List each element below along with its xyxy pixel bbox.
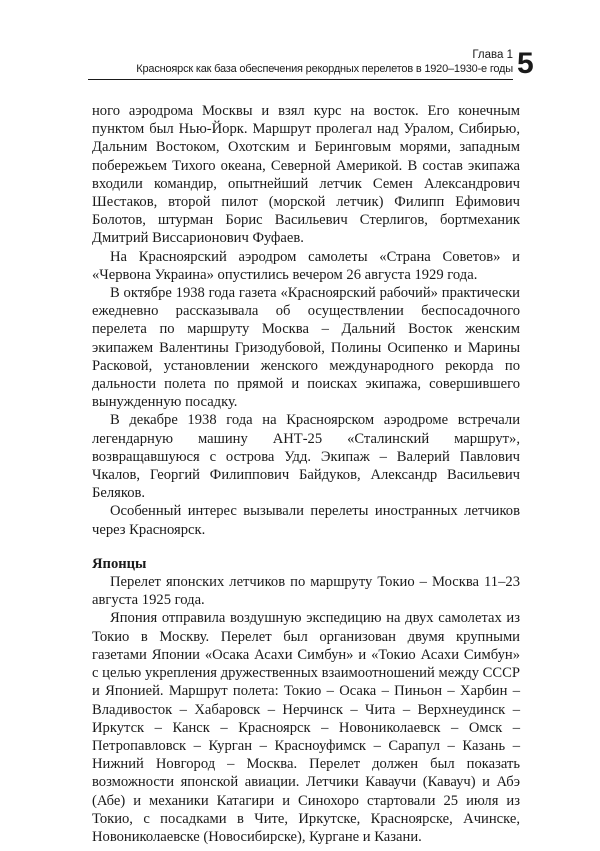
page-body bbox=[92, 102, 520, 846]
paragraph-2: На Красноярский аэродром самолеты «Страна Советов» и «Червона Украина» опустились вечером 26 августа 1929 года. bbox=[92, 248, 520, 283]
paragraph-3: В октябре 1938 года газета «Красноярский рабочий» практически ежедневно рассказывала об осуществлении беспосадочного перелета по маршруту Москва – Дальний Восток женским экипажем Валентины Гризодубовой, Полины Осипенко и Марины Расковой, установлении женского международного рекорда по дальности полета по прямой и поисках экипажа, совершившего вынужденную посадку. bbox=[92, 285, 520, 411]
paragraph-4: В декабре 1938 года на Красноярском аэродроме встречали легендарную машину АНТ-25 «Сталинский маршрут», возвращавшуюся с острова Удд. Экипаж – Валерий Павлович Чкалов, Георгий Филиппович Байдуков, Александр Васильевич Беляков. bbox=[92, 412, 520, 502]
running-header bbox=[88, 48, 513, 80]
paragraph-7: Япония отправила воздушную экспедицию на двух самолетах из Токио в Москву. Перелет был организован двумя крупными газетами Японии «Осака Асахи Симбун» и «Токио Асахи Симбун» с целью укрепления дружественных взаимоотношений между СССР и Японией. Маршрут полета: Токио – Осака – Пиньон – Харбин – Владивосток – Хабаровск – Нерчинск – Чита – Верхнеудинск – Иркутск – Канск – Красноярск – Новониколаевск – Омск – Петропавловск – Курган – Красноуфимск – Сарапул – Казань – Нижний Новгород – Москва. Перелет должен был показать возможности японской авиации. Летчики Каваучи (Кавауч) и Абэ (Абе) и механики Катагири и Синохоро стартовали 25 июля из Токио, с посадками в Чите, Иркутске, Красноярске, Ачинске, Новониколаевске (Новосибирске), Кургане и Казани. bbox=[92, 610, 520, 845]
chapter-label: Глава 1 bbox=[472, 49, 513, 61]
paragraph-6: Перелет японских летчиков по маршруту Токио – Москва 11–23 августа 1925 года. bbox=[92, 574, 520, 609]
chapter-subtitle: Красноярск как база обеспечения рекордных перелетов в 1920–1930-е годы bbox=[88, 62, 513, 80]
page-number: 5 bbox=[517, 47, 534, 80]
paragraph-1: ного аэродрома Москвы и взял курс на восток. Его конечным пунктом был Нью-Йорк. Маршрут пролегал над Уралом, Сибирью, Дальним Востоком, Охотским и Беринговым морями, западным побережьем Тихого океана, Северной Америкой. В состав экипажа входили командир, опытнейший летчик Семен Александрович Шестаков, второй пилот (морской летчик) Филипп Ефимович Болотов, штурман Борис Васильевич Стерлигов, бортмеханик Дмитрий Виссарионович Фуфаев. bbox=[92, 103, 520, 247]
section-gap bbox=[92, 539, 520, 555]
section-heading: Японцы bbox=[92, 555, 147, 572]
paragraph-5: Особенный интерес вызывали перелеты иностранных летчиков через Красноярск. bbox=[92, 503, 520, 538]
